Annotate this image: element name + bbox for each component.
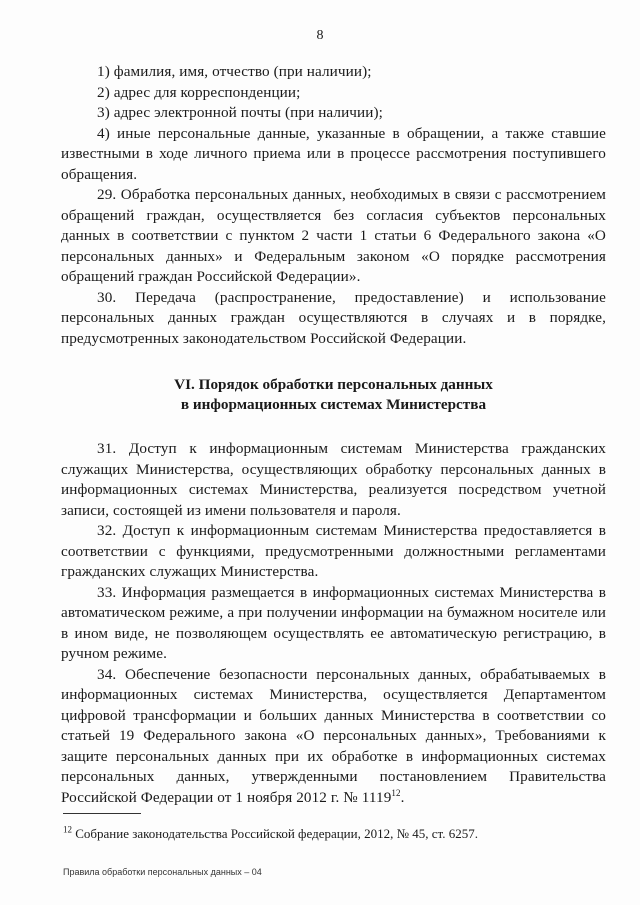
paragraph-34-end: . (400, 788, 405, 806)
footnote-reference[interactable]: 12 (391, 787, 401, 798)
list-item: 1) фамилия, имя, отчество (при наличии); (97, 63, 372, 80)
list-item: 2) адрес для корреспонденции; (97, 83, 301, 101)
page-number: 8 (316, 28, 324, 43)
paragraph-31: 31. Доступ к информационным системам Министерства гражданских служащих Министерства, осуществляющих обработку персональных данных в информационных системах Министерства, реализуется посредством учетной записи, состоящей из имени пользователя и пароля. (61, 440, 606, 519)
paragraph: 4) иные персональные данные, указанные в обращении, а также ставшие известными в ходе личного приема или в процессе рассмотрения поступившего обращения. (61, 124, 606, 183)
footnote-text: Собрание законодательства Российской федерации, 2012, № 45, ст. 6257. (75, 826, 478, 841)
section-heading-line-1: VI. Порядок обработки персональных данных (174, 376, 493, 393)
list-item: 3) адрес электронной почты (при наличии); (97, 104, 383, 121)
footnote-divider (63, 813, 141, 814)
paragraph-33: 33. Информация размещается в информационных системах Министерства в автоматическом режиме, а при получении информации на бумажном носителе или в ином виде, не позволяющем осуществлять ее автоматическую регистрацию, в ручном режиме. (61, 583, 606, 662)
paragraph-30: 30. Передача (распространение, предоставление) и использование персональных данных граждан осуществляются в случаях и в порядке, предусмотренных законодательством Российской Федерации. (61, 288, 606, 347)
footnote-number: 12 (63, 824, 72, 835)
section-heading (61, 375, 606, 415)
paragraph-34 (61, 665, 606, 809)
paragraph-34-text: 34. Обеспечение безопасности персональных данных, обрабатываемых в информационных системах Министерства, осуществляется Департаментом цифровой трансформации и больших данных Министерства в соответствии со статьей 19 Федерального закона «О персональных данных», Требованиями к защите персональных данных при их обработке в информационных системах персональных данных, утвержденными постановлением Правительства Российской Федерации от 1 ноября 2012 г. № 1119 (61, 665, 606, 806)
footnote (63, 826, 478, 842)
section-heading-line-2: в информационных системах Министерства (180, 396, 487, 413)
paragraph-29: 29. Обработка персональных данных, необходимых в связи с рассмотрением обращений граждан, осуществляется без согласия субъектов персональных данных в соответствии с пунктом 2 части 1 статьи 6 Федерального закона «О персональных данных» и Федеральным законом «О порядке рассмотрения обращений граждан Российской Федерации». (61, 186, 606, 285)
paragraph-32: 32. Доступ к информационным системам Министерства предоставляется в соответствии с функциями, предусмотренными должностными регламентами гражданских служащих Министерства. (61, 522, 606, 580)
document-body (61, 62, 606, 808)
page-footer: Правила обработки персональных данных – 04 (63, 867, 262, 877)
